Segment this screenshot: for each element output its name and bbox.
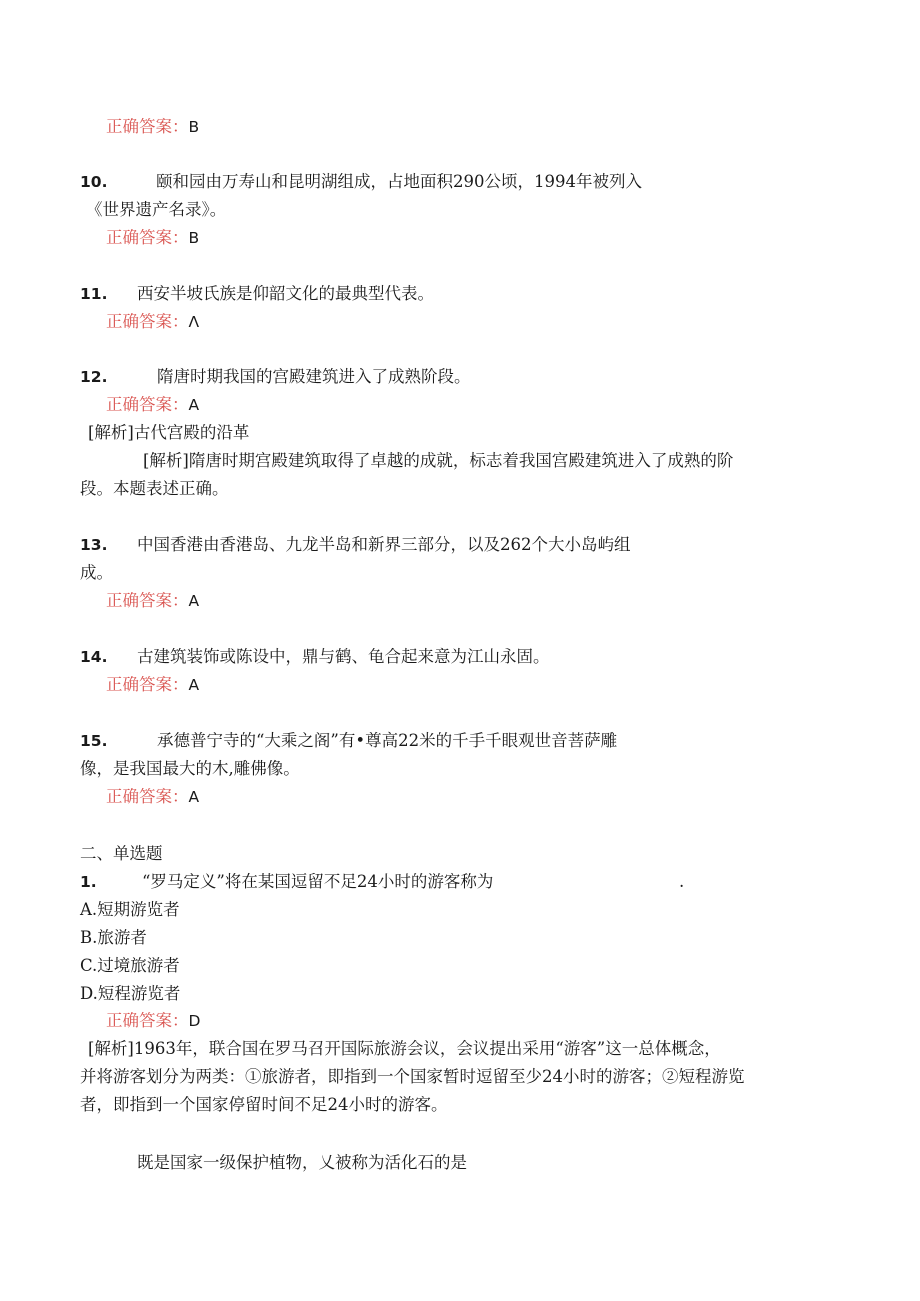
option-text: A.短期游览者: [80, 900, 180, 919]
section-title: [80, 843, 163, 865]
question-13-continuation: [80, 562, 113, 584]
option-c: [80, 955, 180, 977]
answer-label: 正确答案：: [106, 312, 189, 331]
q15-answer: [106, 786, 199, 808]
answer-label: 正确答案：: [106, 675, 189, 694]
question-number: 14.: [80, 648, 108, 666]
answer-value: B: [188, 118, 200, 136]
answer-label: 正确答案：: [106, 395, 189, 414]
answer-label: 正确答案：: [106, 117, 189, 136]
q12-analysis-line1: [143, 450, 733, 472]
analysis-text: [解析]1963年，联合国在罗马召开国际旅游会议，会议提出采用“游客”这一总体概念，: [88, 1039, 721, 1058]
question-number: 10.: [80, 173, 108, 191]
question-number: 15.: [80, 732, 108, 750]
q14-answer: [106, 674, 199, 696]
s2-q1-analysis-line2: [80, 1066, 745, 1088]
option-text: D.短程游览者: [80, 984, 181, 1003]
q11-answer: [106, 311, 199, 333]
question-12: [80, 366, 471, 388]
question-number: 12.: [80, 368, 108, 386]
s2-q1-analysis-line3: [80, 1094, 448, 1116]
option-b: [80, 927, 147, 949]
question-text: 《世界遗产名录》。: [86, 200, 227, 219]
answer-value: A: [188, 396, 200, 414]
answer-value: A: [188, 788, 200, 806]
q13-answer: [106, 590, 199, 612]
answer-value: A: [188, 592, 200, 610]
question-10-continuation: [86, 199, 226, 221]
question-15: [80, 730, 617, 752]
question-number: 11.: [80, 285, 108, 303]
answer-label: 正确答案：: [106, 1011, 189, 1030]
question-text: 古建筑装饰或陈设中，鼎与鹤、龟合起来意为江山永固。: [137, 647, 550, 666]
answer-label: 正确答案：: [106, 787, 189, 806]
answer-value: B: [188, 229, 200, 247]
s2-q1-answer: [106, 1010, 200, 1032]
section-title-text: 二、单选题: [80, 844, 163, 863]
s2-q1-analysis-line1: [88, 1038, 721, 1060]
answer-label: 正确答案：: [106, 228, 189, 247]
question-text: 隋唐时期我国的宫殿建筑进入了成熟阶段。: [157, 367, 471, 386]
question-text: 颐和园由万寿山和昆明湖组成，占地面积290公顷，1994年被列入: [156, 172, 642, 191]
question-number: 1.: [80, 873, 97, 891]
analysis-text: 段。本题表述正确。: [80, 479, 229, 498]
q9-answer: [106, 116, 199, 138]
option-d: [80, 983, 180, 1005]
question-text: 西安半坡氏族是仰韶文化的最典型代表。: [137, 284, 434, 303]
question-text: 中国香港由香港岛、九龙半岛和新界三部分，以及262个大小岛屿组: [137, 535, 631, 554]
analysis-text: [解析]古代宫殿的沿革: [88, 423, 250, 442]
next-question-partial: [137, 1152, 467, 1174]
question-10: [80, 171, 642, 193]
question-text: 成。: [80, 563, 113, 582]
question-text: 既是国家一级保护植物，乂被称为活化石的是: [137, 1153, 467, 1172]
answer-value: A: [188, 676, 200, 694]
option-a: [80, 899, 180, 921]
question-text: 承德普宁寺的“大乘之阁”有•尊高22米的千手千眼观世音菩萨雕: [157, 731, 618, 750]
analysis-text: [解析]隋唐时期宫殿建筑取得了卓越的成就，标志着我国宫殿建筑进入了成熟的阶: [143, 451, 734, 470]
single-choice-question-1: [80, 871, 493, 893]
q12-answer: [106, 394, 199, 416]
question-14: [80, 646, 550, 668]
option-text: C.过境旅游者: [80, 956, 180, 975]
question-number: 13.: [80, 536, 108, 554]
answer-value: Λ: [188, 313, 200, 331]
q12-analysis-line2: [80, 478, 229, 500]
question-text: “罗马定义”将在某国逗留不足24小时的游客称为: [142, 872, 494, 891]
answer-blank-end: [679, 871, 684, 893]
question-text: 像，是我国最大的木,雕佛像。: [80, 759, 300, 778]
analysis-text: 者，即指到一个国家停留时间不足24小时的游客。: [80, 1095, 448, 1114]
option-text: B.旅游者: [80, 928, 147, 947]
analysis-text: 并将游客划分为两类：①旅游者，即指到一个国家暂时逗留至少24小时的游客；②短程游览: [80, 1067, 745, 1086]
q12-analysis-title: [88, 422, 249, 444]
question-15-continuation: [80, 758, 300, 780]
answer-label: 正确答案：: [106, 591, 189, 610]
blank-end-mark: .: [679, 872, 685, 891]
answer-value: D: [188, 1012, 201, 1030]
question-13: [80, 534, 631, 556]
q10-answer: [106, 227, 199, 249]
question-11: [80, 283, 434, 305]
